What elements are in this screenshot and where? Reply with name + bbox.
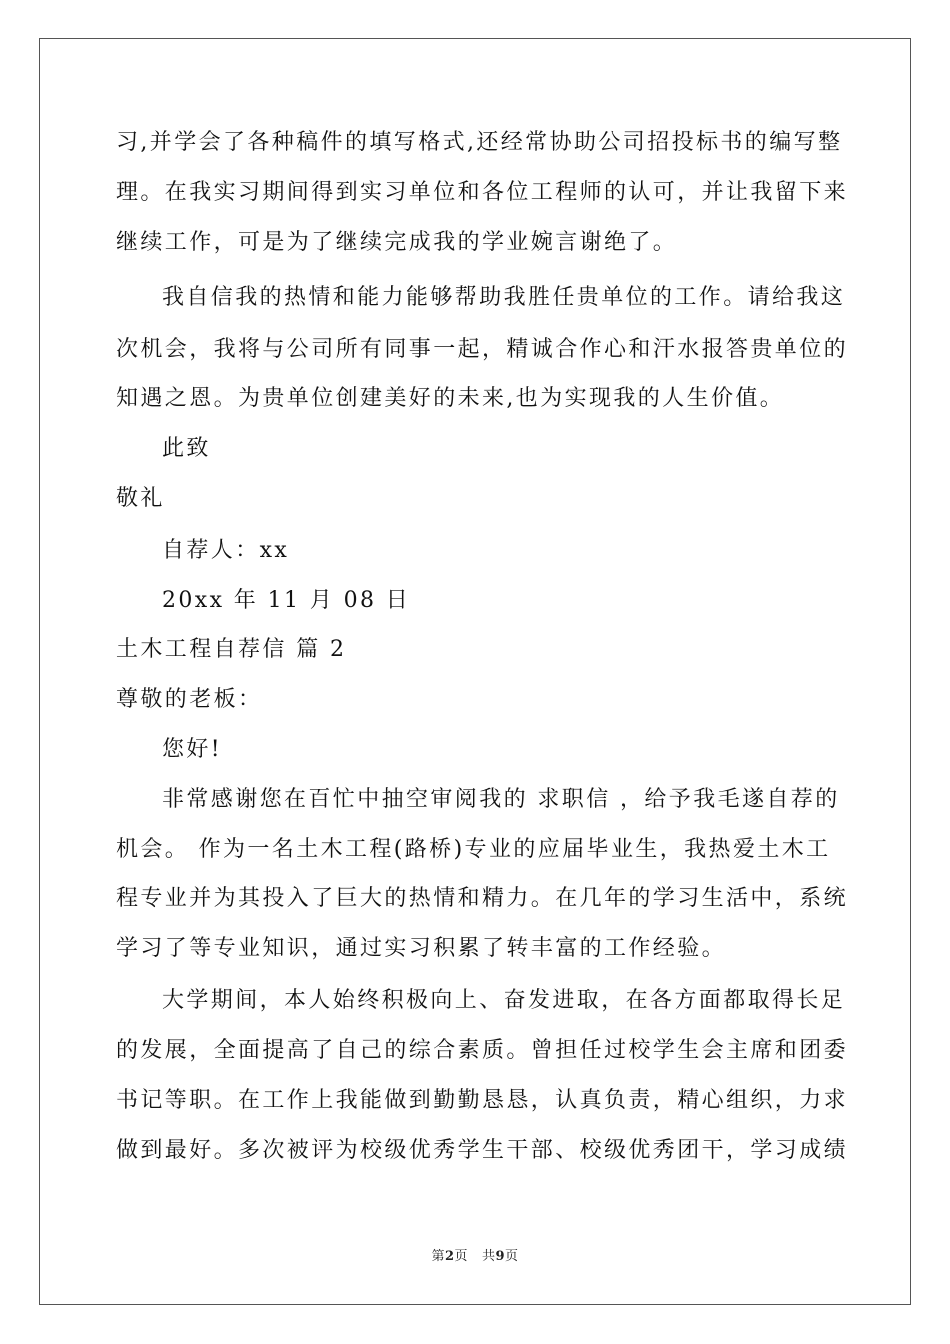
greeting-line: 尊敬的老板： xyxy=(116,687,263,712)
closing-line: 此致 xyxy=(162,436,211,461)
signature-line: 自荐人：xx xyxy=(162,538,290,563)
text-line: 习,并学会了各种稿件的填写格式,还经常协助公司招投标书的编写整 xyxy=(116,130,843,155)
page-prefix: 第 xyxy=(431,1249,445,1264)
date-line: 20xx 年 11 月 08 日 xyxy=(162,588,411,613)
section-heading: 土木工程自荐信 篇 2 xyxy=(116,637,347,662)
salutation-line: 敬礼 xyxy=(116,486,165,511)
total-pages: 9 xyxy=(495,1249,506,1264)
text-line: 的发展，全面提高了自己的综合素质。曾担任过校学生会主席和团委 xyxy=(116,1038,849,1063)
text-line: 大学期间，本人始终积极向上、奋发进取，在各方面都取得长足 xyxy=(162,988,846,1013)
text-line: 机会。 作为一名土木工程(路桥)专业的应届毕业生，我热爱土木工 xyxy=(116,837,831,862)
text-line: 非常感谢您在百忙中抽空审阅我的 求职信 ，给予我毛遂自荐的 xyxy=(162,787,840,812)
text-line: 学习了等专业知识，通过实习积累了转丰富的工作经验。 xyxy=(116,936,727,961)
text-line: 理。在我实习期间得到实习单位和各位工程师的认可，并让我留下来 xyxy=(116,180,849,205)
text-line: 知遇之恩。为贵单位创建美好的未来,也为实现我的人生价值。 xyxy=(116,386,785,411)
total-prefix: 共 xyxy=(481,1249,496,1264)
page-footer xyxy=(0,1245,950,1264)
text-line: 程专业并为其投入了巨大的热情和精力。在几年的学习生活中，系统 xyxy=(116,886,849,911)
text-line: 书记等职。在工作上我能做到勤勤恳恳，认真负责，精心组织，力求 xyxy=(116,1088,849,1113)
text-line: 次机会，我将与公司所有同事一起，精诚合作心和汗水报答贵单位的 xyxy=(116,337,849,362)
page-suffix: 页 xyxy=(454,1249,469,1264)
total-suffix: 页 xyxy=(505,1249,519,1264)
greeting-line: 您好! xyxy=(162,737,223,762)
text-line: 继续工作，可是为了继续完成我的学业婉言谢绝了。 xyxy=(116,230,678,255)
text-line: 做到最好。多次被评为校级优秀学生干部、校级优秀团干，学习成绩 xyxy=(116,1138,849,1163)
text-line: 我自信我的热情和能力能够帮助我胜任贵单位的工作。请给我这 xyxy=(162,285,846,310)
page-number: 2 xyxy=(444,1249,455,1264)
